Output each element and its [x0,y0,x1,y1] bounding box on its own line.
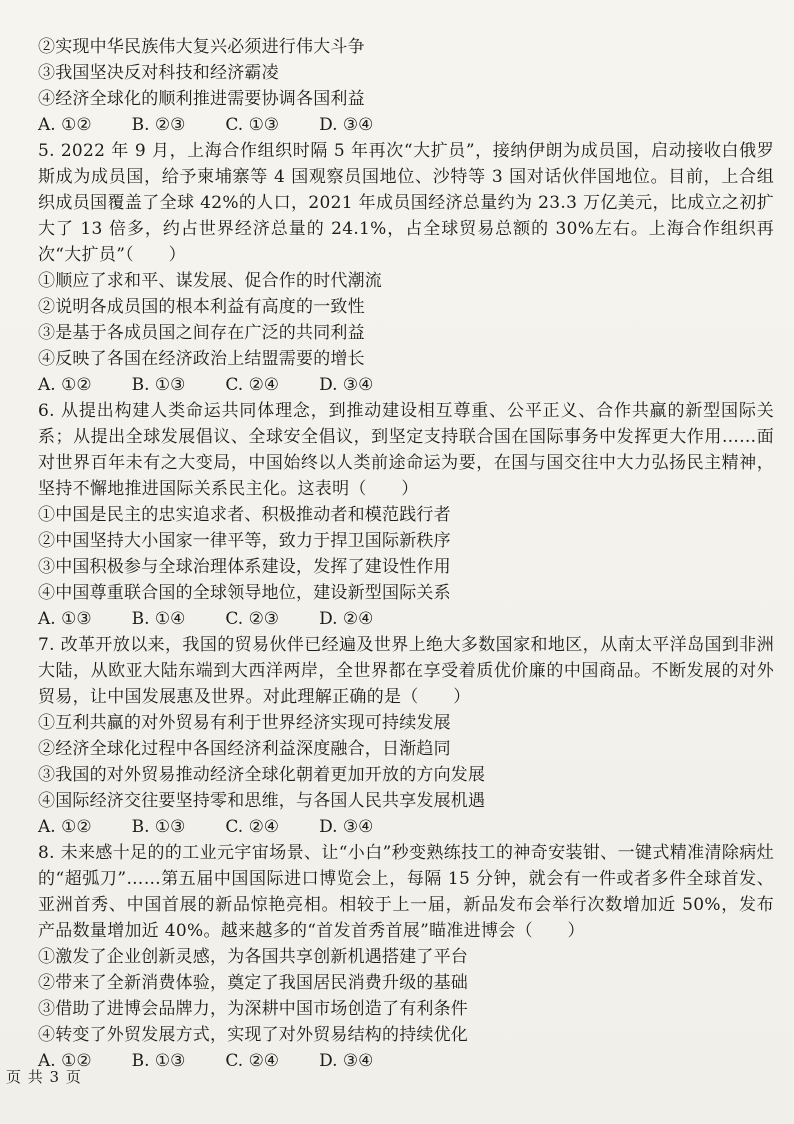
answer-d: D. ③④ [319,1051,374,1071]
option-line: ③我国坚决反对科技和经济霸凌 [38,63,279,83]
option-line: ③借助了进博会品牌力，为深耕中国市场创造了有利条件 [38,999,468,1019]
option-line: ①互利共赢的对外贸易有利于世界经济实现可持续发展 [38,713,451,733]
answer-choices [38,1048,774,1074]
option-line: ②说明各成员国的根本利益有高度的一致性 [38,297,365,317]
answer-c: C. ②④ [225,375,280,395]
answer-choices [38,112,774,138]
answer-choices [38,372,774,398]
question-stem: 5. 2022 年 9 月，上海合作组织时隔 5 年再次“大扩员”，接纳伊朗为成员国，启动接收白俄罗斯成为成员国，给予柬埔寨等 4 国观察员国地位、沙特等 3 国对话伙伴国地位。目前，上合组织成员国覆盖了全球 42%的人口，2021 年成员国经济总量约为 23.3 万亿美元，比成立之初扩大了 13 倍多，约占世界经济总量的 24.1%，占全球贸易总额的 30%左右。上海合作组织再次“大扩员”（ ） [38,141,774,265]
answer-a: A. ①② [38,115,92,135]
answer-a: A. ①③ [38,609,92,629]
option-line: ③是基于各成员国之间存在广泛的共同利益 [38,323,365,343]
question-7 [38,632,774,840]
page-footer: 页 共 3 页 [6,1068,82,1086]
question-stem: 7. 改革开放以来，我国的贸易伙伴已经遍及世界上绝大多数国家和地区，从南太平洋岛国到非洲大陆，从欧亚大陆东端到大西洋两岸，全世界都在享受着质优价廉的中国商品。不断发展的对外贸易，让中国发展惠及世界。对此理解正确的是（ ） [38,635,774,707]
option-line: ④国际经济交往要坚持零和思维，与各国人民共享发展机遇 [38,791,486,811]
answer-a: A. ①② [38,375,92,395]
answer-d: D. ②④ [319,609,374,629]
prev-question [38,34,774,138]
answer-c: C. ②④ [225,1051,280,1071]
answer-c: C. ②③ [225,609,280,629]
answer-b: B. ①④ [131,609,186,629]
question-stem: 6. 从提出构建人类命运共同体理念，到推动建设相互尊重、公平正义、合作共赢的新型国际关系；从提出全球发展倡议、全球安全倡议，到坚定支持联合国在国际事务中发挥更大作用……面对世界百年未有之大变局，中国始终以人类前途命运为要，在国与国交往中大力弘扬民主精神，坚持不懈地推进国际关系民主化。这表明（ ） [38,401,774,499]
option-line: ②带来了全新消费体验，奠定了我国居民消费升级的基础 [38,973,468,993]
answer-choices [38,606,774,632]
answer-a: A. ①② [38,1051,92,1071]
answer-b: B. ①③ [131,375,186,395]
answer-a: A. ①② [38,817,92,837]
question-6 [38,398,774,632]
question-5 [38,138,774,398]
answer-b: B. ②③ [131,115,186,135]
question-8 [38,840,774,1074]
option-line: ④转变了外贸发展方式，实现了对外贸易结构的持续优化 [38,1025,468,1045]
option-line: ③中国积极参与全球治理体系建设，发挥了建设性作用 [38,557,451,577]
option-line: ④经济全球化的顺利推进需要协调各国利益 [38,89,365,109]
answer-b: B. ①③ [131,817,186,837]
option-line: ②实现中华民族伟大复兴必须进行伟大斗争 [38,37,365,57]
option-line: ①激发了企业创新灵感，为各国共享创新机遇搭建了平台 [38,947,468,967]
answer-c: C. ②④ [225,817,280,837]
answer-d: D. ③④ [319,817,374,837]
answer-c: C. ①③ [225,115,280,135]
option-line: ④反映了各国在经济政治上结盟需要的增长 [38,349,365,369]
answer-b: B. ①③ [131,1051,186,1071]
page-content [38,34,774,1074]
question-stem: 8. 未来感十足的的工业元宇宙场景、让“小白”秒变熟练技工的神奇安装钳、一键式精准清除病灶的“超弧刀”……第五届中国国际进口博览会上，每隔 15 分钟，就会有一件或者多件全球首发、亚洲首秀、中国首展的新品惊艳亮相。相较于上一届，新品发布会举行次数增加近 50%，发布产品数量增加近 40%。越来越多的“首发首秀首展”瞄准进博会（ ） [38,843,774,941]
answer-d: D. ③④ [319,115,374,135]
answer-choices [38,814,774,840]
option-line: ④中国尊重联合国的全球领导地位，建设新型国际关系 [38,583,451,603]
option-line: ②经济全球化过程中各国经济利益深度融合，日渐趋同 [38,739,451,759]
option-line: ③我国的对外贸易推动经济全球化朝着更加开放的方向发展 [38,765,486,785]
answer-d: D. ③④ [319,375,374,395]
option-line: ①中国是民主的忠实追求者、积极推动者和模范践行者 [38,505,451,525]
option-line: ②中国坚持大小国家一律平等，致力于捍卫国际新秩序 [38,531,451,551]
option-line: ①顺应了求和平、谋发展、促合作的时代潮流 [38,271,382,291]
